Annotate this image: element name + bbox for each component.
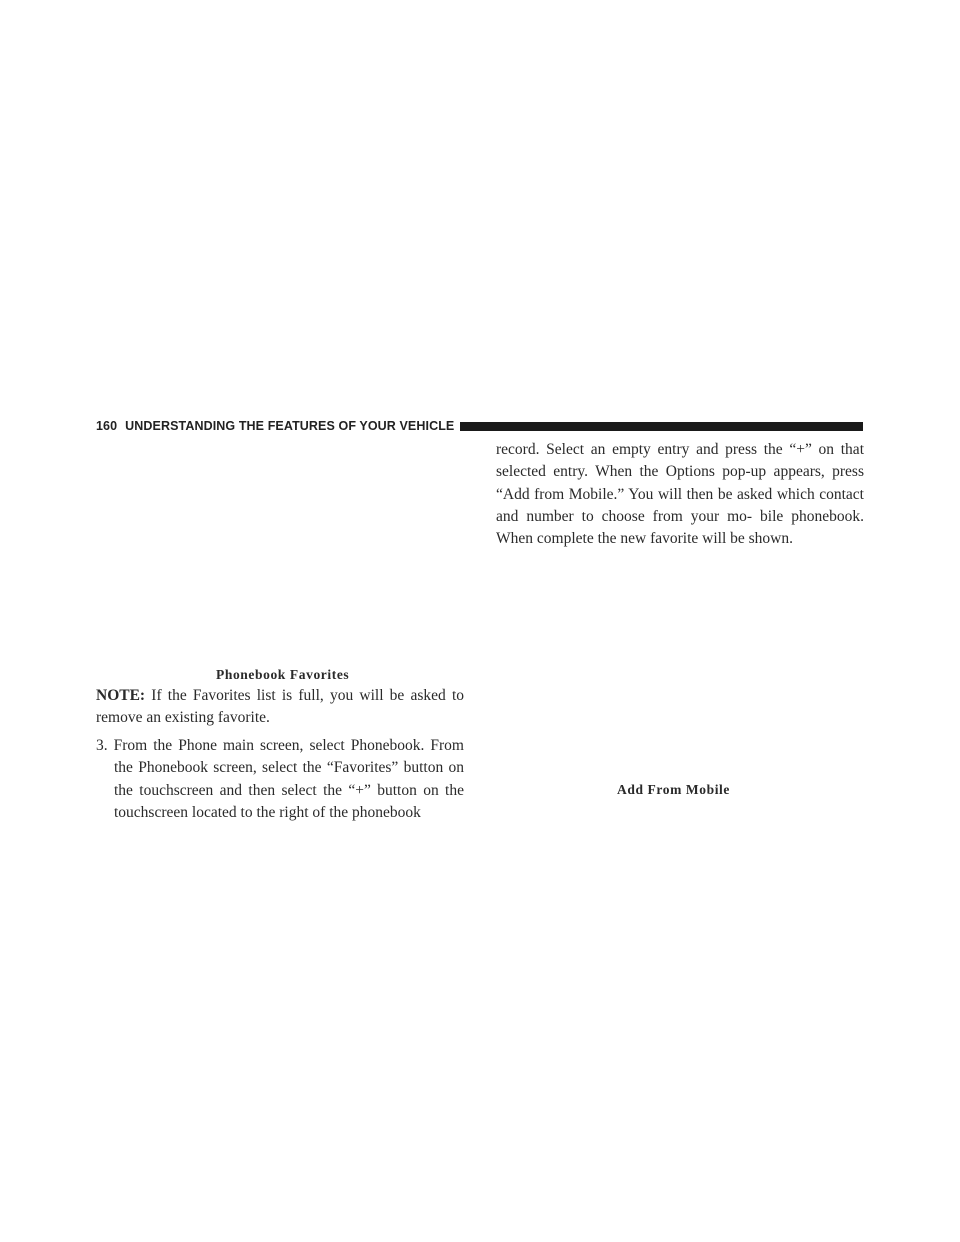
note-text: If the Favorites list is full, you will be asked to remove an existing favorite. — [96, 687, 465, 727]
note-paragraph — [96, 685, 464, 730]
figure-caption-phonebook-favorites: Phonebook Favorites — [216, 667, 350, 682]
header-rule — [460, 422, 863, 431]
continuation-paragraph: record. Select an empty entry and press the “+” on that selected entry. When the Options pop-up appears, press “Add from Mobile.” You will then be asked which contact and number to choose from your mo- bile phonebook. When complete the new favorite will be shown. — [496, 441, 864, 548]
page-header — [96, 419, 863, 433]
section-title: UNDERSTANDING THE FEATURES OF YOUR VEHICLE — [125, 419, 455, 433]
step-3-paragraph: 3. From the Phone main screen, select Phonebook. From the Phonebook screen, select the “Favorites” button on the touchscreen and then select the “+” button on the touchscreen located to the right of the phonebook — [96, 737, 464, 821]
note-label: NOTE: — [96, 687, 146, 704]
figure-caption-add-from-mobile: Add From Mobile — [617, 782, 730, 797]
page-number: 160 — [96, 419, 118, 433]
